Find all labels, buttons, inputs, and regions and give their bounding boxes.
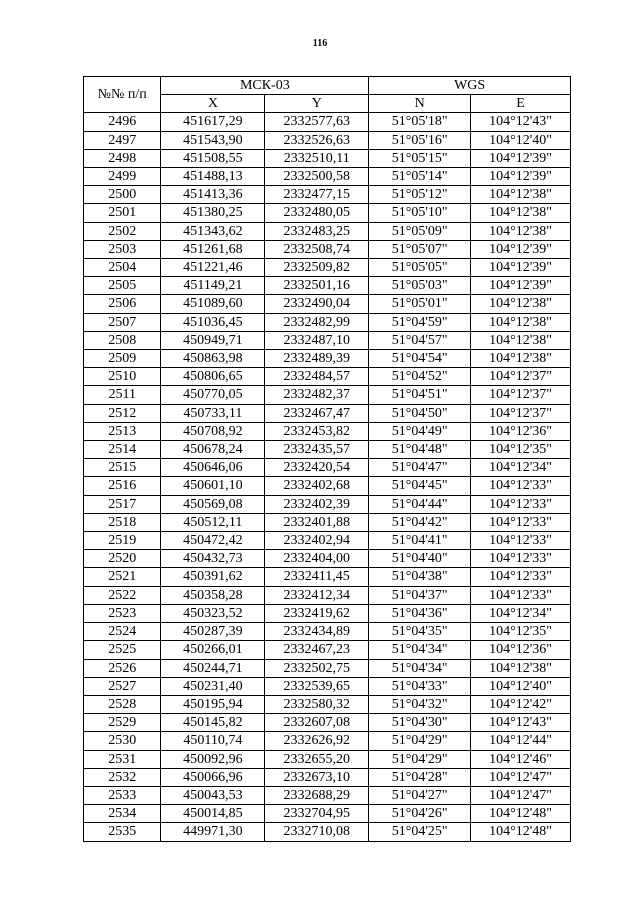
table-row (84, 604, 571, 622)
table-row (84, 695, 571, 713)
point-number-cell: 2517 (84, 495, 161, 513)
latitude-cell: 51°04'50" (369, 404, 471, 422)
y-cell: 2332402,68 (265, 477, 369, 495)
page-number: 116 (312, 38, 328, 49)
longitude-cell: 104°12'47" (471, 786, 571, 804)
point-number-cell: 2516 (84, 477, 161, 495)
longitude-cell: 104°12'39" (471, 168, 571, 186)
x-cell: 451413,36 (161, 186, 265, 204)
table-row (84, 750, 571, 768)
table-row (84, 659, 571, 677)
longitude-cell: 104°12'35" (471, 623, 571, 641)
x-cell: 451380,25 (161, 204, 265, 222)
x-cell: 450287,39 (161, 623, 265, 641)
table-body (84, 113, 571, 841)
y-cell: 2332435,57 (265, 441, 369, 459)
y-cell: 2332688,29 (265, 786, 369, 804)
y-cell: 2332509,82 (265, 259, 369, 277)
table-row (84, 786, 571, 804)
y-cell: 2332467,47 (265, 404, 369, 422)
y-cell: 2332420,54 (265, 459, 369, 477)
longitude-cell: 104°12'38" (471, 295, 571, 313)
latitude-cell: 51°04'34" (369, 641, 471, 659)
x-cell: 450244,71 (161, 659, 265, 677)
x-cell: 451149,21 (161, 277, 265, 295)
point-number-cell: 2526 (84, 659, 161, 677)
table-row (84, 714, 571, 732)
y-cell: 2332526,63 (265, 131, 369, 149)
y-cell: 2332484,57 (265, 368, 369, 386)
y-cell: 2332500,58 (265, 168, 369, 186)
x-cell: 450646,06 (161, 459, 265, 477)
longitude-cell: 104°12'39" (471, 277, 571, 295)
x-cell: 451089,60 (161, 295, 265, 313)
table-row (84, 532, 571, 550)
point-number-cell: 2527 (84, 677, 161, 695)
point-number-cell: 2534 (84, 805, 161, 823)
x-cell: 451488,13 (161, 168, 265, 186)
latitude-cell: 51°05'14" (369, 168, 471, 186)
coordinates-table (83, 76, 571, 842)
table-row (84, 641, 571, 659)
point-number-cell: 2531 (84, 750, 161, 768)
y-cell: 2332402,94 (265, 532, 369, 550)
point-number-cell: 2535 (84, 823, 161, 841)
latitude-cell: 51°04'54" (369, 350, 471, 368)
table-row (84, 386, 571, 404)
x-cell: 450391,62 (161, 568, 265, 586)
x-cell: 450569,08 (161, 495, 265, 513)
table-row (84, 240, 571, 258)
table-row (84, 568, 571, 586)
latitude-cell: 51°04'27" (369, 786, 471, 804)
latitude-cell: 51°04'29" (369, 732, 471, 750)
latitude-cell: 51°04'57" (369, 331, 471, 349)
latitude-cell: 51°04'26" (369, 805, 471, 823)
point-number-cell: 2509 (84, 350, 161, 368)
table-row (84, 823, 571, 841)
longitude-cell: 104°12'48" (471, 805, 571, 823)
y-cell: 2332404,00 (265, 550, 369, 568)
point-number-cell: 2505 (84, 277, 161, 295)
longitude-cell: 104°12'33" (471, 586, 571, 604)
longitude-cell: 104°12'33" (471, 532, 571, 550)
point-number-cell: 2502 (84, 222, 161, 240)
y-cell: 2332411,45 (265, 568, 369, 586)
point-number-cell: 2510 (84, 368, 161, 386)
latitude-cell: 51°04'59" (369, 313, 471, 331)
point-number-cell: 2503 (84, 240, 161, 258)
point-number-cell: 2532 (84, 768, 161, 786)
longitude-cell: 104°12'48" (471, 823, 571, 841)
table-row (84, 368, 571, 386)
table-row (84, 186, 571, 204)
point-number-cell: 2500 (84, 186, 161, 204)
point-number-cell: 2513 (84, 422, 161, 440)
longitude-cell: 104°12'44" (471, 732, 571, 750)
x-cell: 450145,82 (161, 714, 265, 732)
table-row (84, 149, 571, 167)
y-cell: 2332508,74 (265, 240, 369, 258)
latitude-cell: 51°05'05" (369, 259, 471, 277)
longitude-cell: 104°12'38" (471, 659, 571, 677)
y-cell: 2332626,92 (265, 732, 369, 750)
point-number-cell: 2512 (84, 404, 161, 422)
latitude-cell: 51°05'10" (369, 204, 471, 222)
y-cell: 2332710,08 (265, 823, 369, 841)
latitude-cell: 51°04'48" (369, 441, 471, 459)
x-cell: 450323,52 (161, 604, 265, 622)
longitude-cell: 104°12'39" (471, 240, 571, 258)
longitude-cell: 104°12'36" (471, 641, 571, 659)
y-cell: 2332401,88 (265, 513, 369, 531)
point-number-cell: 2508 (84, 331, 161, 349)
x-cell: 450110,74 (161, 732, 265, 750)
x-cell: 451261,68 (161, 240, 265, 258)
header-x: X (161, 95, 265, 113)
x-cell: 450770,05 (161, 386, 265, 404)
longitude-cell: 104°12'47" (471, 768, 571, 786)
latitude-cell: 51°04'42" (369, 513, 471, 531)
header-e: E (471, 95, 571, 113)
y-cell: 2332434,89 (265, 623, 369, 641)
point-number-cell: 2522 (84, 586, 161, 604)
latitude-cell: 51°04'25" (369, 823, 471, 841)
longitude-cell: 104°12'33" (471, 495, 571, 513)
point-number-cell: 2501 (84, 204, 161, 222)
y-cell: 2332419,62 (265, 604, 369, 622)
y-cell: 2332489,39 (265, 350, 369, 368)
x-cell: 450806,65 (161, 368, 265, 386)
y-cell: 2332490,04 (265, 295, 369, 313)
latitude-cell: 51°04'51" (369, 386, 471, 404)
point-number-cell: 2523 (84, 604, 161, 622)
point-number-cell: 2518 (84, 513, 161, 531)
x-cell: 450601,10 (161, 477, 265, 495)
point-number-cell: 2524 (84, 623, 161, 641)
y-cell: 2332704,95 (265, 805, 369, 823)
y-cell: 2332402,39 (265, 495, 369, 513)
y-cell: 2332467,23 (265, 641, 369, 659)
x-cell: 450949,71 (161, 331, 265, 349)
point-number-cell: 2499 (84, 168, 161, 186)
table-row (84, 768, 571, 786)
latitude-cell: 51°04'28" (369, 768, 471, 786)
longitude-cell: 104°12'39" (471, 149, 571, 167)
table-row (84, 222, 571, 240)
header-group-msk: МСК-03 (161, 77, 369, 95)
table-row (84, 732, 571, 750)
x-cell: 451036,45 (161, 313, 265, 331)
latitude-cell: 51°04'29" (369, 750, 471, 768)
latitude-cell: 51°05'15" (369, 149, 471, 167)
longitude-cell: 104°12'42" (471, 695, 571, 713)
point-number-cell: 2496 (84, 113, 161, 131)
longitude-cell: 104°12'34" (471, 459, 571, 477)
x-cell: 450472,42 (161, 532, 265, 550)
table-row (84, 331, 571, 349)
y-cell: 2332453,82 (265, 422, 369, 440)
table-row (84, 277, 571, 295)
y-cell: 2332483,25 (265, 222, 369, 240)
table-row (84, 677, 571, 695)
latitude-cell: 51°04'35" (369, 623, 471, 641)
table-row (84, 131, 571, 149)
table-row (84, 805, 571, 823)
y-cell: 2332539,65 (265, 677, 369, 695)
y-cell: 2332477,15 (265, 186, 369, 204)
point-number-cell: 2530 (84, 732, 161, 750)
x-cell: 450863,98 (161, 350, 265, 368)
x-cell: 450266,01 (161, 641, 265, 659)
x-cell: 450432,73 (161, 550, 265, 568)
x-cell: 450092,96 (161, 750, 265, 768)
x-cell: 450231,40 (161, 677, 265, 695)
table-row (84, 259, 571, 277)
latitude-cell: 51°04'30" (369, 714, 471, 732)
longitude-cell: 104°12'40" (471, 131, 571, 149)
point-number-cell: 2528 (84, 695, 161, 713)
latitude-cell: 51°04'34" (369, 659, 471, 677)
y-cell: 2332482,37 (265, 386, 369, 404)
latitude-cell: 51°05'12" (369, 186, 471, 204)
y-cell: 2332502,75 (265, 659, 369, 677)
latitude-cell: 51°05'03" (369, 277, 471, 295)
latitude-cell: 51°04'38" (369, 568, 471, 586)
x-cell: 451543,90 (161, 131, 265, 149)
latitude-cell: 51°04'44" (369, 495, 471, 513)
longitude-cell: 104°12'43" (471, 714, 571, 732)
point-number-cell: 2529 (84, 714, 161, 732)
latitude-cell: 51°04'49" (369, 422, 471, 440)
latitude-cell: 51°04'36" (369, 604, 471, 622)
latitude-cell: 51°04'41" (369, 532, 471, 550)
latitude-cell: 51°04'52" (369, 368, 471, 386)
x-cell: 450708,92 (161, 422, 265, 440)
header-n: N (369, 95, 471, 113)
y-cell: 2332607,08 (265, 714, 369, 732)
longitude-cell: 104°12'38" (471, 204, 571, 222)
header-group-wgs: WGS (369, 77, 571, 95)
y-cell: 2332580,32 (265, 695, 369, 713)
latitude-cell: 51°05'18" (369, 113, 471, 131)
longitude-cell: 104°12'38" (471, 222, 571, 240)
y-cell: 2332510,11 (265, 149, 369, 167)
table-row (84, 404, 571, 422)
x-cell: 451343,62 (161, 222, 265, 240)
point-number-cell: 2515 (84, 459, 161, 477)
longitude-cell: 104°12'40" (471, 677, 571, 695)
header-y: Y (265, 95, 369, 113)
longitude-cell: 104°12'39" (471, 259, 571, 277)
table-row (84, 495, 571, 513)
latitude-cell: 51°04'33" (369, 677, 471, 695)
point-number-cell: 2525 (84, 641, 161, 659)
x-cell: 450678,24 (161, 441, 265, 459)
longitude-cell: 104°12'37" (471, 404, 571, 422)
latitude-cell: 51°04'32" (369, 695, 471, 713)
header-row-groups (84, 77, 571, 95)
x-cell: 450066,96 (161, 768, 265, 786)
x-cell: 450358,28 (161, 586, 265, 604)
longitude-cell: 104°12'37" (471, 386, 571, 404)
longitude-cell: 104°12'35" (471, 441, 571, 459)
x-cell: 450014,85 (161, 805, 265, 823)
y-cell: 2332577,63 (265, 113, 369, 131)
y-cell: 2332482,99 (265, 313, 369, 331)
longitude-cell: 104°12'33" (471, 477, 571, 495)
x-cell: 450733,11 (161, 404, 265, 422)
point-number-cell: 2497 (84, 131, 161, 149)
longitude-cell: 104°12'38" (471, 186, 571, 204)
longitude-cell: 104°12'33" (471, 568, 571, 586)
point-number-cell: 2514 (84, 441, 161, 459)
table-row (84, 295, 571, 313)
point-number-cell: 2521 (84, 568, 161, 586)
x-cell: 451221,46 (161, 259, 265, 277)
table-row (84, 422, 571, 440)
longitude-cell: 104°12'38" (471, 313, 571, 331)
table-row (84, 623, 571, 641)
table-row (84, 477, 571, 495)
table-row (84, 586, 571, 604)
point-number-cell: 2504 (84, 259, 161, 277)
table-row (84, 459, 571, 477)
longitude-cell: 104°12'33" (471, 513, 571, 531)
longitude-cell: 104°12'34" (471, 604, 571, 622)
latitude-cell: 51°04'40" (369, 550, 471, 568)
table-row (84, 550, 571, 568)
longitude-cell: 104°12'38" (471, 350, 571, 368)
y-cell: 2332501,16 (265, 277, 369, 295)
point-number-cell: 2519 (84, 532, 161, 550)
table-row (84, 513, 571, 531)
point-number-cell: 2520 (84, 550, 161, 568)
longitude-cell: 104°12'46" (471, 750, 571, 768)
point-number-cell: 2507 (84, 313, 161, 331)
x-cell: 451508,55 (161, 149, 265, 167)
y-cell: 2332480,05 (265, 204, 369, 222)
table-row (84, 113, 571, 131)
table-row (84, 313, 571, 331)
y-cell: 2332655,20 (265, 750, 369, 768)
table-row (84, 168, 571, 186)
latitude-cell: 51°05'01" (369, 295, 471, 313)
longitude-cell: 104°12'33" (471, 550, 571, 568)
latitude-cell: 51°05'09" (369, 222, 471, 240)
y-cell: 2332673,10 (265, 768, 369, 786)
latitude-cell: 51°05'16" (369, 131, 471, 149)
latitude-cell: 51°04'37" (369, 586, 471, 604)
x-cell: 451617,29 (161, 113, 265, 131)
x-cell: 449971,30 (161, 823, 265, 841)
table-row (84, 441, 571, 459)
table-row (84, 204, 571, 222)
point-number-cell: 2498 (84, 149, 161, 167)
y-cell: 2332412,34 (265, 586, 369, 604)
x-cell: 450043,53 (161, 786, 265, 804)
point-number-cell: 2533 (84, 786, 161, 804)
latitude-cell: 51°05'07" (369, 240, 471, 258)
x-cell: 450195,94 (161, 695, 265, 713)
longitude-cell: 104°12'38" (471, 331, 571, 349)
latitude-cell: 51°04'47" (369, 459, 471, 477)
longitude-cell: 104°12'36" (471, 422, 571, 440)
x-cell: 450512,11 (161, 513, 265, 531)
longitude-cell: 104°12'43" (471, 113, 571, 131)
point-number-cell: 2511 (84, 386, 161, 404)
longitude-cell: 104°12'37" (471, 368, 571, 386)
point-number-cell: 2506 (84, 295, 161, 313)
header-number: №№ п/п (84, 77, 161, 113)
latitude-cell: 51°04'45" (369, 477, 471, 495)
y-cell: 2332487,10 (265, 331, 369, 349)
table-row (84, 350, 571, 368)
